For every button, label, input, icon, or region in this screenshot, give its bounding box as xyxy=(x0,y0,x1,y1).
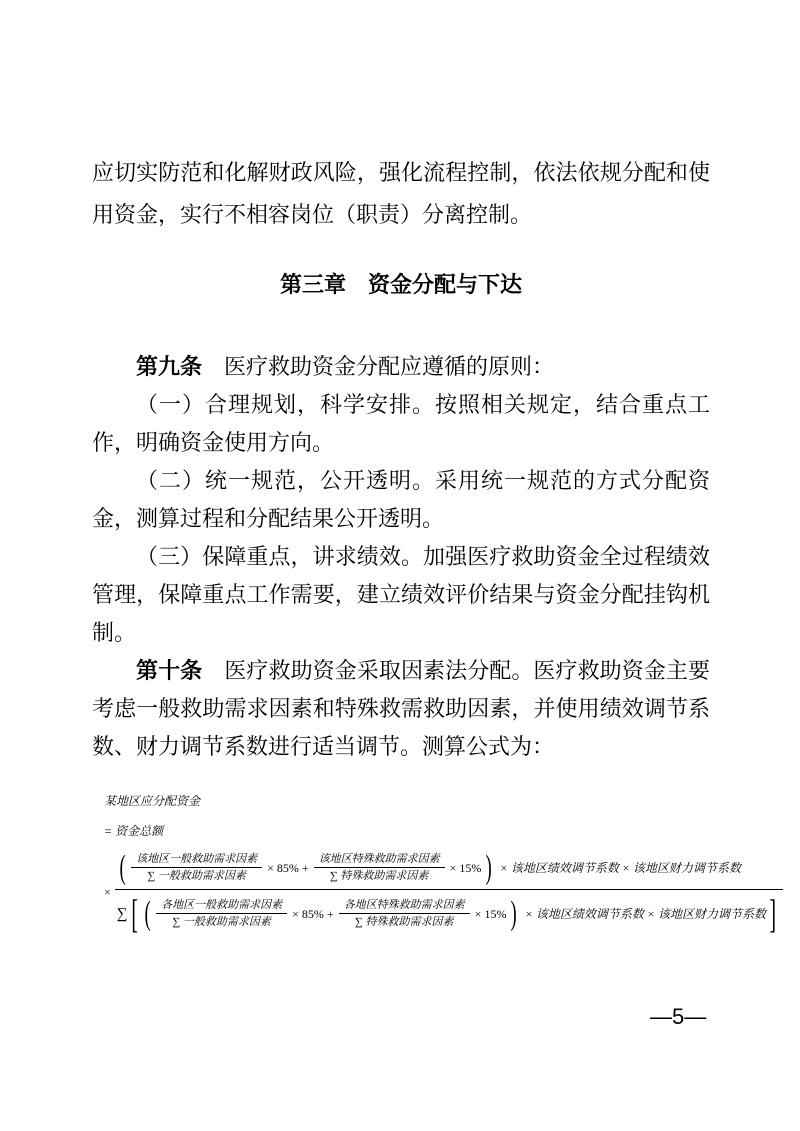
main-fraction xyxy=(115,848,784,936)
fraction-numerator: 各地区特殊救助需求因素 xyxy=(339,899,470,914)
operator-15: × 15% xyxy=(449,860,482,875)
article-9-number: 第九条 xyxy=(136,354,203,379)
fraction-denominator: ∑ 特殊救助需求因素 xyxy=(354,915,454,928)
close-bracket: ] xyxy=(769,890,776,936)
list-item-2: （二）统一规范，公开透明。采用统一规范的方式分配资金，测算过程和分配结果公开透明。 xyxy=(92,468,710,531)
formula-lhs: 某地区应分配资金 xyxy=(104,794,201,808)
list-item-3: （三）保障重点，讲求绩效。加强医疗救助资金全过程绩效管理，保障重点工作需要，建立绩效评价结果与资金分配挂钩机制。 xyxy=(92,544,710,645)
numerator-fraction-1 xyxy=(131,853,262,883)
formula-block xyxy=(92,794,776,936)
chapter-heading: 第三章 资金分配与下达 xyxy=(279,272,522,297)
numerator-fraction-2 xyxy=(314,853,445,883)
fraction-denominator: ∑ 一般救助需求因素 xyxy=(147,869,246,882)
paragraph-continuation: 应切实防范和化解财政风险，强化流程控制，依法依规分配和使用资金，实行不相容岗位（职责）分离控制。 xyxy=(92,160,710,227)
close-paren: ) xyxy=(485,848,493,886)
page-content xyxy=(92,152,776,936)
numerator-coefficients: × 该地区绩效调节系数 × 该地区财力调节系数 xyxy=(499,860,741,875)
page-number: —5— xyxy=(650,1004,707,1029)
fraction-numerator: 该地区特殊救助需求因素 xyxy=(314,853,445,868)
main-numerator xyxy=(115,848,784,890)
list-item-1: （一）合理规划，科学安排。按照相关规定，结合重点工作，明确资金使用方向。 xyxy=(92,392,710,455)
denominator-fraction-1 xyxy=(156,899,287,929)
open-paren: ( xyxy=(119,848,126,886)
operator-15: × 15% xyxy=(474,906,507,921)
open-bracket: [ xyxy=(131,890,139,936)
formula-fraction-row xyxy=(104,848,776,936)
fraction-denominator: ∑ 一般救助需求因素 xyxy=(172,915,271,928)
operator-85: × 85% + xyxy=(267,860,309,875)
article-10-number: 第十条 xyxy=(136,658,203,683)
sigma-sign: ∑ xyxy=(116,905,128,922)
main-denominator xyxy=(115,890,784,934)
denominator-coefficients: × 该地区绩效调节系数 × 该地区财力调节系数 xyxy=(524,906,766,921)
article-9 xyxy=(92,348,710,386)
fraction-numerator: 该地区一般救助需求因素 xyxy=(131,853,262,868)
fraction-numerator: 各地区一般救助需求因素 xyxy=(156,899,287,914)
operator-85: × 85% + xyxy=(292,906,334,921)
article-10-text: 医疗救助资金采取因素法分配。医疗救助资金主要考虑一般救助需求因素和特殊救需救助因素，并使用绩效调节系数、财力调节系数进行适当调节。测算公式为： xyxy=(92,658,710,759)
close-paren: ) xyxy=(510,894,518,932)
article-10 xyxy=(92,652,710,766)
denominator-fraction-2 xyxy=(339,899,470,929)
formula-equals-total: = 资金总额 xyxy=(104,824,164,839)
open-paren: ( xyxy=(144,894,151,932)
article-9-text: 医疗救助资金分配应遵循的原则： xyxy=(202,354,555,379)
fraction-denominator: ∑ 特殊救助需求因素 xyxy=(329,869,429,882)
multiply-sign: × xyxy=(104,885,111,900)
